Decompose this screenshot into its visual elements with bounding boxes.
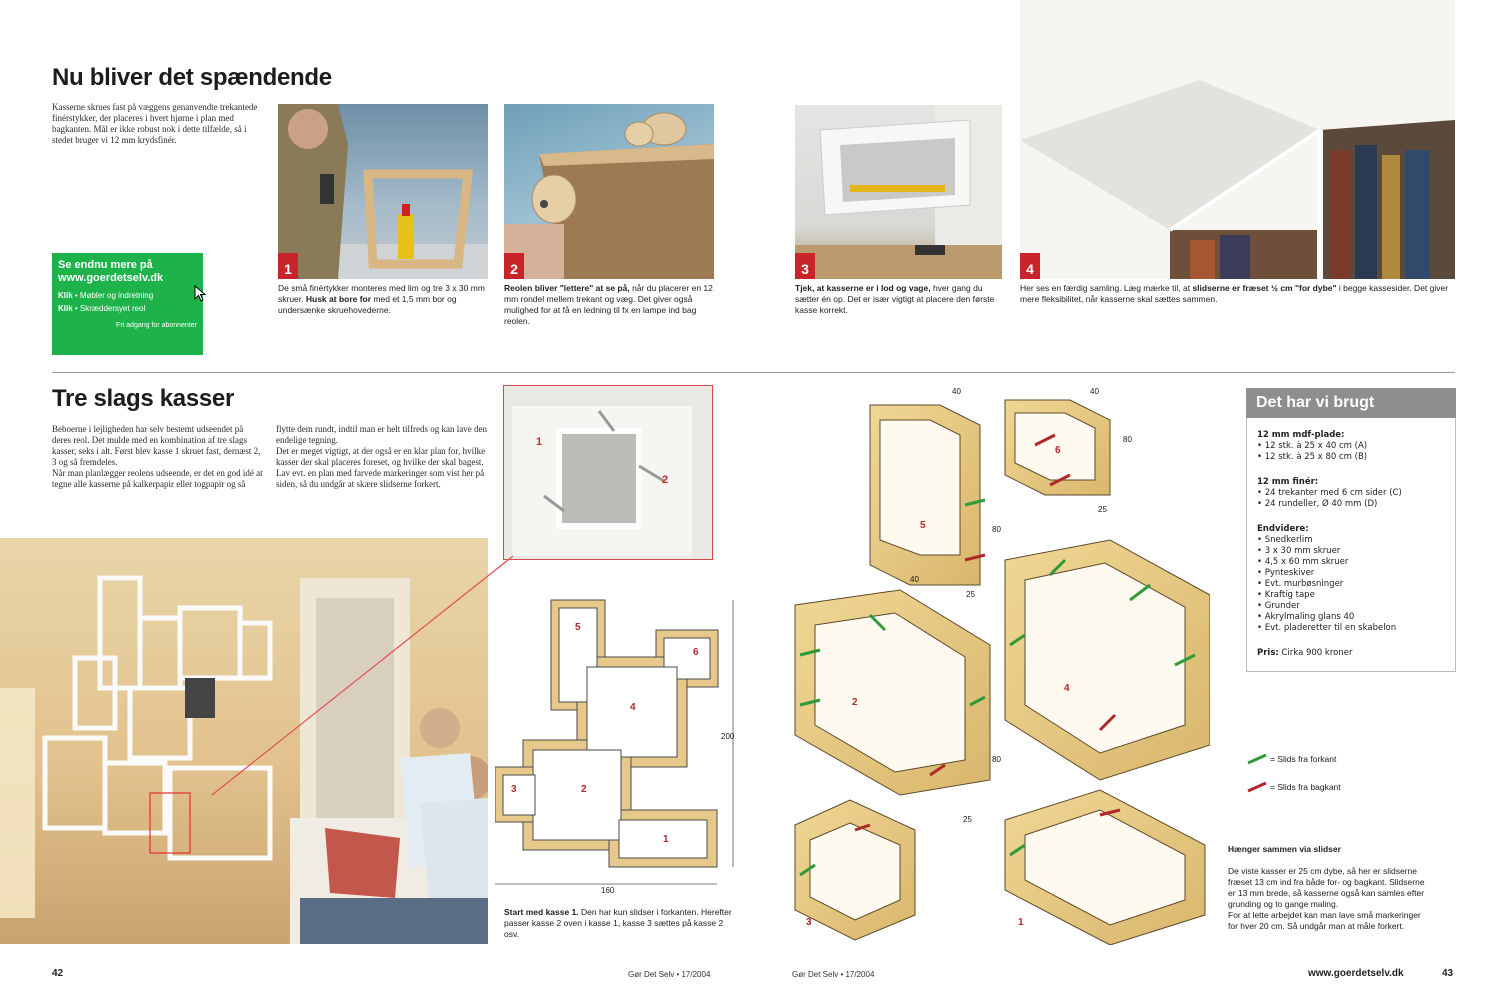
box-label-3: 3 [806, 917, 812, 928]
dim-label: 40 [952, 387, 961, 396]
footer-url[interactable]: www.goerdetselv.dk [1308, 968, 1404, 979]
sidebar-body [1246, 418, 1456, 672]
box-label-6: 6 [1055, 445, 1061, 456]
left-footer-magazine: Gør Det Selv • 17/2004 [628, 970, 711, 979]
materials-item: • 3 x 30 mm skruer [1257, 546, 1445, 557]
dim-label: 80 [992, 525, 1001, 534]
step-number-1: 1 [278, 253, 298, 279]
legend-item-front: = Slids fra forkant [1246, 752, 1446, 766]
materials-item: • Pynteskiver [1257, 568, 1445, 579]
materials-item: • Evt. murbøsninger [1257, 579, 1445, 590]
materials-item: • 24 rundeller, Ø 40 mm (D) [1257, 499, 1445, 510]
box-illustrations [780, 385, 1210, 945]
intro-text: Kasserne skrues fast på væggens genanvendte trekantede finérstykker, der placeres i hvert hjørne i plan med bagkanten. Mål er ikke robust nok i dette tilfælde, så i stedet bruger vi 12 mm krydsfinér. [52, 102, 258, 145]
page-title-bottom: Tre slags kasser [52, 385, 235, 412]
dim-label: 80 [992, 755, 1001, 764]
materials-item: • Kraftig tape [1257, 590, 1445, 601]
promo-item-1[interactable]: Klik • Møbler og indretning [58, 291, 154, 300]
slot-explanation-title: Hænger sammen via slidser [1228, 844, 1341, 854]
right-footer-magazine: Gør Det Selv • 17/2004 [792, 970, 875, 979]
layout-box-2: 2 [581, 784, 587, 795]
materials-list-3 [1257, 535, 1445, 634]
layout-dim-height: 200 [721, 732, 735, 741]
right-page-number: 43 [1442, 968, 1454, 979]
layout-caption: Start med kasse 1. Den har kun slidser i forkanten. Herefter passer kasse 2 oven i kasse 1, kasse 3 sættes på kasse 2 osv. [504, 907, 732, 939]
materials-section-3-title: Endvidere: [1257, 524, 1309, 534]
inset-label-2: 2 [662, 474, 669, 486]
layout-dim-width: 160 [601, 886, 615, 895]
step-number-3: 3 [795, 253, 815, 279]
materials-section-1-title: 12 mm mdf-plade: [1257, 430, 1345, 440]
dim-label: 25 [1098, 505, 1107, 514]
layout-box-6: 6 [693, 647, 699, 658]
promo-title: Se endnu mere på [58, 259, 153, 271]
dim-label: 25 [963, 815, 972, 824]
dim-label: 40 [1090, 387, 1099, 396]
box-label-4: 4 [1064, 683, 1070, 694]
materials-item: • Akrylmaling glans 40 [1257, 612, 1445, 623]
promo-note: Fri adgang for abonnenter [116, 322, 197, 329]
price-line: Pris: Cirka 900 kroner [1257, 648, 1353, 658]
slot-legend [1246, 752, 1446, 794]
photo-step-3 [795, 105, 1002, 279]
dim-label: 80 [1123, 435, 1132, 444]
sidebar-title: Det har vi brugt [1246, 388, 1456, 418]
promo-item-2[interactable]: Klik • Skræddersyet reol [58, 304, 146, 313]
materials-section-2-title: 12 mm finér: [1257, 477, 1319, 487]
slot-explanation [1228, 833, 1428, 943]
inset-label-1: 1 [536, 436, 543, 448]
materials-sidebar [1246, 388, 1456, 672]
materials-item: • Snedkerlim [1257, 535, 1445, 546]
red-slot-icon [1246, 781, 1268, 793]
materials-item: • Grunder [1257, 601, 1445, 612]
caption-step-3: Tjek, at kasserne er i lod og vage, hver gang du sætter én op. Det er især vigtigt at placere den første kasse korrekt. [795, 283, 995, 315]
materials-item: • 12 stk. à 25 x 80 cm (B) [1257, 452, 1445, 463]
slot-explanation-text: De viste kasser er 25 cm dybe, så her er slidserne fræset 13 cm ind fra både for- og bagkant. Slidserne er 13 mm brede, så kasserne også kan samles efter grunding og to gange maling. For at lette arbejdet kan man lave små markeringer for hver 20 cm. Så undgår man at måle forkert. [1228, 866, 1425, 931]
caption-step-2: Reolen bliver "lettere" at se på, når du placerer en 12 mm rondel mellem trekant og væg. Det giver også mulighed for at få en ledning til fx en lampe ind bag reolen. [504, 283, 713, 326]
page-title-top: Nu bliver det spændende [52, 64, 332, 91]
materials-item: • Evt. pladeretter til en skabelon [1257, 623, 1445, 634]
materials-list-1 [1257, 441, 1445, 463]
materials-item: • 12 stk. à 25 x 40 cm (A) [1257, 441, 1445, 452]
materials-item: • 4,5 x 60 mm skruer [1257, 557, 1445, 568]
green-slot-icon [1246, 753, 1268, 765]
materials-item: • 24 trekanter med 6 cm sider (C) [1257, 488, 1445, 499]
dim-label: 25 [966, 590, 975, 599]
layout-box-4: 4 [630, 702, 636, 713]
promo-url[interactable]: www.goerdetselv.dk [58, 272, 164, 284]
legend-item-back: = Slids fra bagkant [1246, 780, 1446, 794]
left-page-number: 42 [52, 968, 64, 979]
box-label-5: 5 [920, 520, 926, 531]
layout-box-3: 3 [511, 784, 517, 795]
materials-list-2 [1257, 488, 1445, 510]
step-number-2: 2 [504, 253, 524, 279]
caption-step-1: De små finértykker monteres med lim og tre 3 x 30 mm skruer. Husk at bore for med et 1,5 mm bor og undersænke skruehovederne. [278, 283, 485, 315]
box-layout-diagram [495, 592, 745, 895]
body-column-1: Beboerne i lejligheden har selv bestemt udseendet på deres reol. Det mulde med en kombination af tre slags kasser, seks i alt. Først blev kasse 1 skruet fast, dernæst 2, 3 og så fremdeles. Når man planlægger reolens udseende, er det en god idé at tegne alle kasserne på kalkerpapir eller togpapir og så [52, 424, 263, 489]
box-label-2: 2 [852, 697, 858, 708]
box-label-1: 1 [1018, 917, 1024, 928]
dim-label: 40 [910, 575, 919, 584]
photo-step-4 [1020, 0, 1455, 279]
body-column-2: flytte dem rundt, indtil man er helt tilfreds og kan lave den endelige tegning. Det er meget vigtigt, at der også er en klar plan for, hvilke kasser der skal placeres foreset, og hvilke der skal bagest. Lav evt. en plan med farvede markeringer som vist her på siden, så du undgår at skære slidserne forkert. [276, 424, 487, 489]
layout-box-1: 1 [663, 834, 669, 845]
layout-box-5: 5 [575, 622, 581, 633]
step-number-4: 4 [1020, 253, 1040, 279]
caption-step-4: Her ses en færdig samling. Læg mærke til, at slidserne er fræset ½ cm "for dybe" i begge kassesider. Det giver mere fleksibilitet, når kasserne skal sættes sammen. [1020, 283, 1449, 304]
